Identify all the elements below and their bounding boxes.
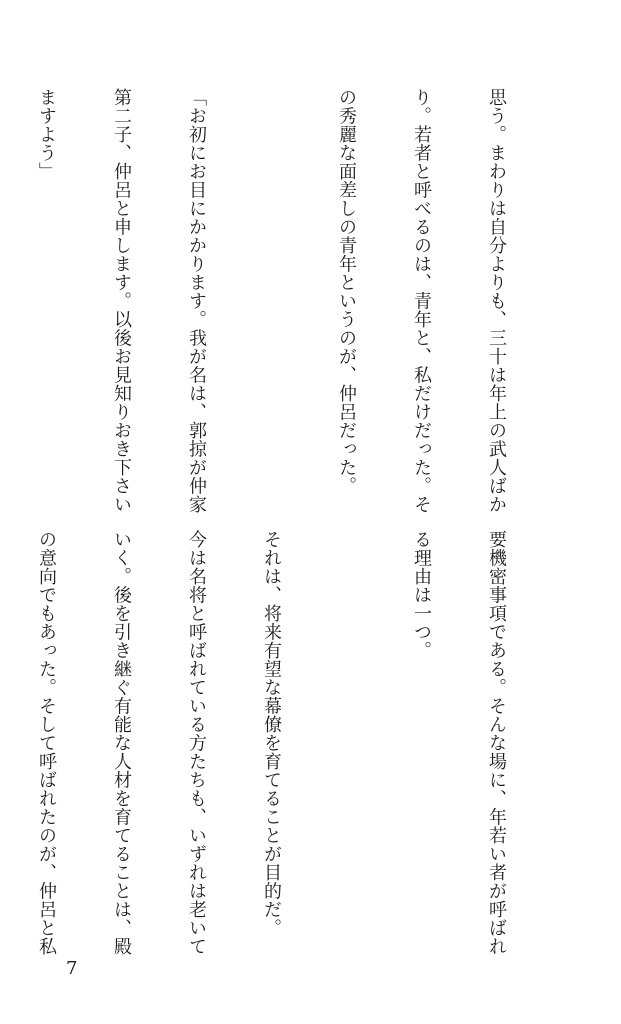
text-line: り。若者と呼べるのは、青年と、私だけだった。そ — [411, 88, 432, 514]
text-line: の意向でもあった。そして呼ばれたのが、仲呂と私 — [36, 530, 57, 956]
text-line: いく。後を引き継ぐ有能な人材を育てることは、殿 — [111, 530, 132, 956]
paragraph-gap — [259, 88, 284, 508]
page-number: 7 — [66, 958, 78, 979]
text-block-upper — [0, 88, 559, 514]
text-line: 今は名将と呼ばれている方たちも、いずれは老いて — [186, 530, 207, 956]
text-line: 第二子、仲呂と申します。以後お見知りおき下さい — [111, 88, 132, 514]
text-line: の秀麗な面差しの青年というのが、仲呂だった。 — [336, 88, 357, 495]
text-line: 「お初にお目にかかります。我が名は、郭掠が仲家 — [186, 88, 207, 514]
text-line: 思う。まわりは自分よりも、三十は年上の武人ばか — [486, 88, 507, 514]
text-block-lower — [0, 530, 559, 956]
text-line: それは、将来有望な幕僚を育てることが目的だ。 — [261, 530, 282, 937]
paragraph-gap — [334, 530, 359, 950]
text-line: る理由は一つ。 — [411, 530, 432, 660]
text-line: ますよう」 — [36, 88, 57, 181]
text-line: 要機密事項である。そんな場に、年若い者が呼ばれ — [486, 530, 507, 956]
